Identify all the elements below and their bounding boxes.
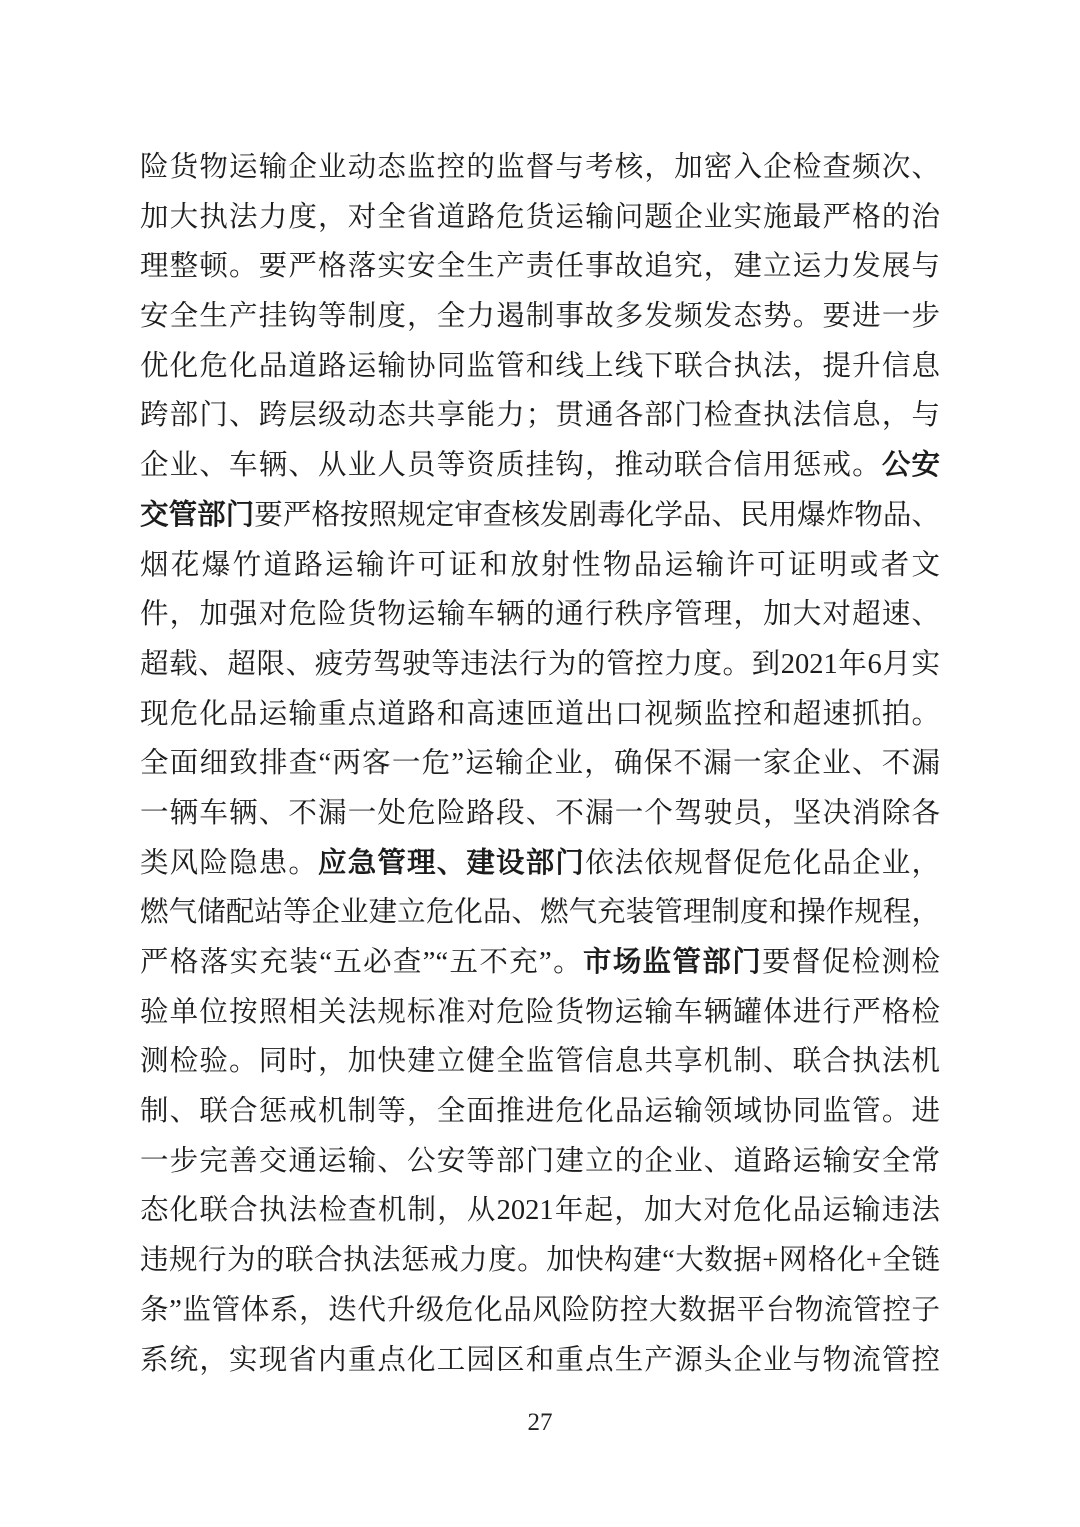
text-run: 要严格按照规定审查核发剧毒化学品、民用爆炸物品、 xyxy=(254,499,940,531)
text-run: 企业、车辆、从业人员等资质挂钩，推动联合信用惩戒。 xyxy=(140,450,882,482)
paragraph-line xyxy=(140,839,940,889)
paragraph-line xyxy=(140,938,940,988)
text-run: 系统，实现省内重点化工园区和重点生产源头企业与物流管控 xyxy=(140,1344,940,1376)
text-run: 条”监管体系，迭代升级危化品风险防控大数据平台物流管控子 xyxy=(140,1294,940,1326)
text-run: 险货物运输企业动态监控的监督与考核，加密入企检查频次、 xyxy=(140,152,940,183)
text-run: 烟花爆竹道路运输许可证和放射性物品运输许可证明或者文 xyxy=(140,549,940,581)
paragraph-line xyxy=(140,1087,940,1137)
paragraph-line xyxy=(140,1336,940,1386)
text-run: 全面细致排查“两客一危”运输企业，确保不漏一家企业、不漏 xyxy=(140,748,940,780)
body-text-paragraph xyxy=(140,143,940,1385)
paragraph-line xyxy=(140,491,940,541)
text-run: 类风险隐患。 xyxy=(140,847,319,879)
text-run: 加大执法力度，对全省道路危货运输问题企业实施最严格的治 xyxy=(140,201,940,233)
text-run: 测检验。同时，加快建立健全监管信息共享机制、联合执法机 xyxy=(140,1046,940,1078)
paragraph-line xyxy=(140,441,940,491)
paragraph-line xyxy=(140,1137,940,1187)
text-run: 依法依规督促危化品企业， xyxy=(585,847,940,879)
paragraph-line xyxy=(140,242,940,292)
paragraph-line xyxy=(140,739,940,789)
paragraph-line xyxy=(140,143,940,193)
paragraph-line xyxy=(140,888,940,938)
text-run: 超载、超限、疲劳驾驶等违法行为的管控力度。到2021年6月实 xyxy=(140,648,940,680)
paragraph-line xyxy=(140,1186,940,1236)
paragraph-line xyxy=(140,1236,940,1286)
text-run: 违规行为的联合执法惩戒力度。加快构建“大数据+网格化+全链 xyxy=(140,1245,940,1277)
text-run: 态化联合执法检查机制，从2021年起，加大对危化品运输违法 xyxy=(140,1195,940,1227)
text-run: 安全生产挂钩等制度，全力遏制事故多发频发态势。要进一步 xyxy=(140,301,940,333)
paragraph-line xyxy=(140,640,940,690)
paragraph-line xyxy=(140,988,940,1038)
text-run: 要督促检测检 xyxy=(762,947,940,978)
text-run: 制、联合惩戒机制等，全面推进危化品运输领域协同监管。进 xyxy=(140,1096,940,1128)
text-run: 一辆车辆、不漏一处危险路段、不漏一个驾驶员，坚决消除各 xyxy=(140,797,940,829)
paragraph-line xyxy=(140,1037,940,1087)
paragraph-line xyxy=(140,193,940,243)
text-run: 现危化品运输重点道路和高速匝道出口视频监控和超速抓拍。 xyxy=(140,698,940,730)
text-run: 严格落实充装“五必查”“五不充”。 xyxy=(140,947,583,978)
paragraph-line xyxy=(140,391,940,441)
text-run: 件，加强对危险货物运输车辆的通行秩序管理，加大对超速、 xyxy=(140,599,940,631)
text-run: 验单位按照相关法规标准对危险货物运输车辆罐体进行严格检 xyxy=(140,996,940,1028)
paragraph-line xyxy=(140,342,940,392)
text-run: 理整顿。要严格落实安全生产责任事故追究，建立运力发展与 xyxy=(140,251,940,283)
text-run: 跨部门、跨层级动态共享能力；贯通各部门检查执法信息，与 xyxy=(140,400,940,432)
text-run: 燃气储配站等企业建立危化品、燃气充装管理制度和操作规程， xyxy=(140,897,940,929)
text-run: 一步完善交通运输、公安等部门建立的企业、道路运输安全常 xyxy=(140,1145,940,1177)
paragraph-line xyxy=(140,1286,940,1336)
paragraph-line xyxy=(140,590,940,640)
paragraph-line xyxy=(140,541,940,591)
bold-text-run: 交管部门 xyxy=(140,499,255,531)
paragraph-line xyxy=(140,690,940,740)
page-number: 27 xyxy=(527,1409,553,1436)
paragraph-line xyxy=(140,789,940,839)
bold-text-run: 市场监管部门 xyxy=(582,947,763,978)
bold-text-run: 公安 xyxy=(881,450,940,482)
paragraph-line xyxy=(140,292,940,342)
text-run: 优化危化品道路运输协同监管和线上线下联合执法，提升信息 xyxy=(140,350,940,382)
bold-text-run: 应急管理、建设部门 xyxy=(318,847,586,879)
